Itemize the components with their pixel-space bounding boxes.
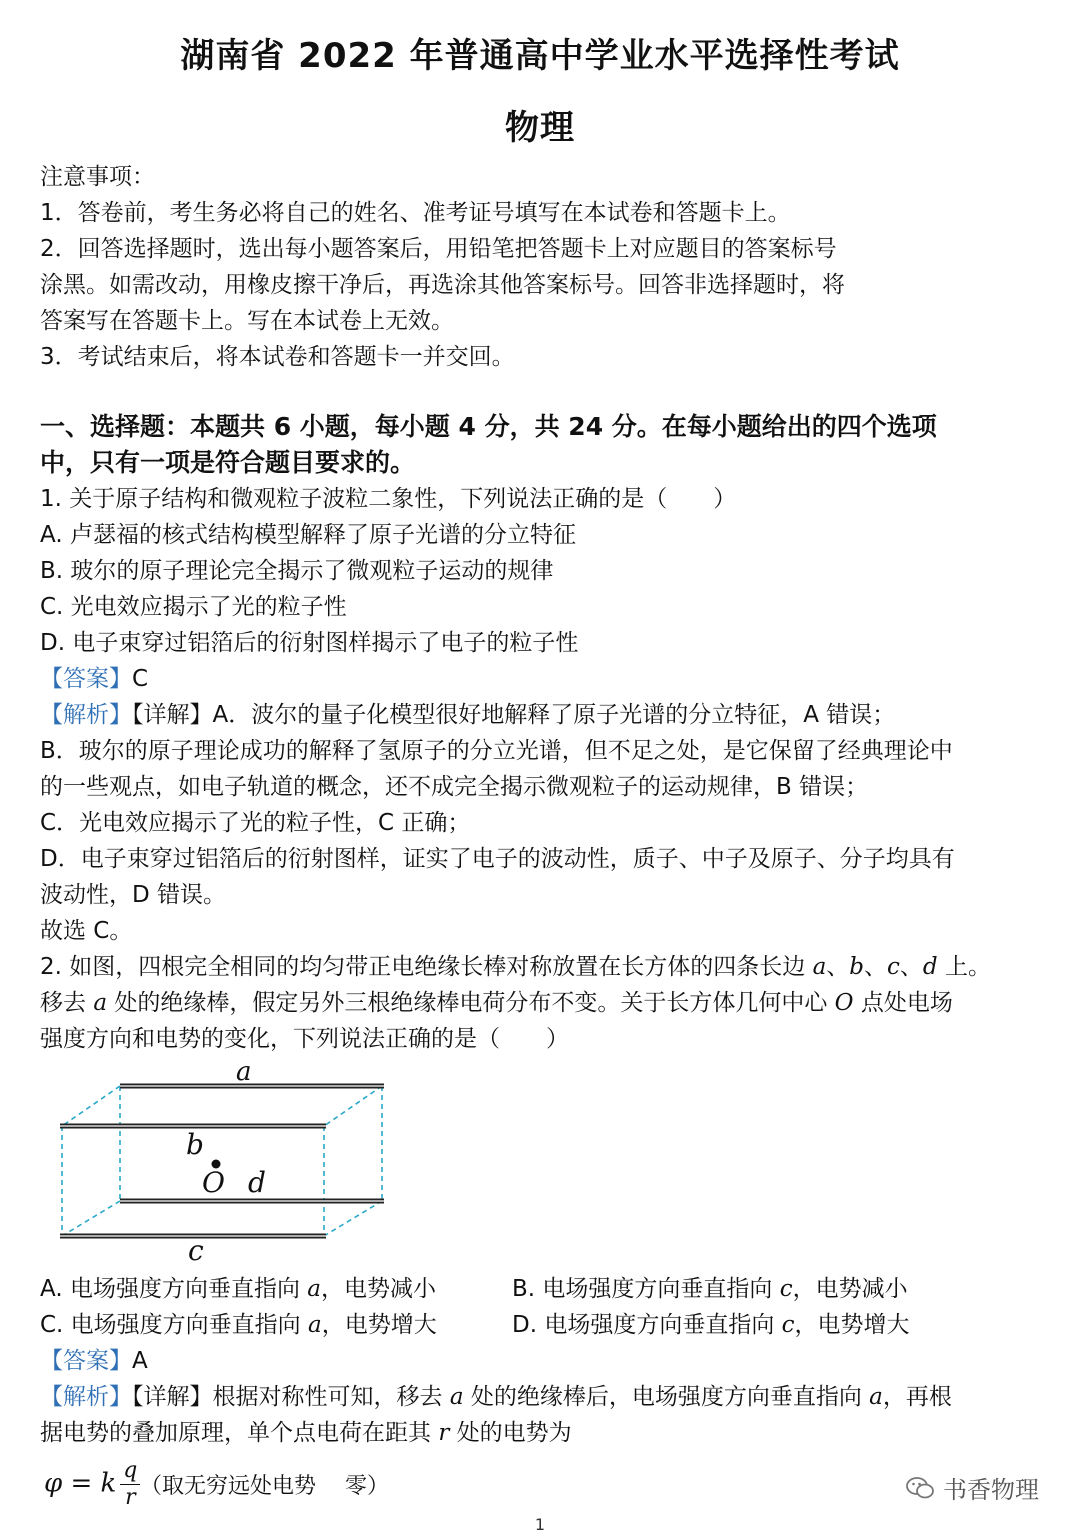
q1-analysis-line-6: 波动性，D 错误。	[40, 882, 227, 908]
section-heading-line-1: 一、选择题：本题共 6 小题，每小题 4 分，共 24 分。在每小题给出的四个选项	[40, 412, 937, 441]
var-c: c	[887, 954, 900, 980]
watermark-text: 书香物理	[943, 1476, 1039, 1504]
q1-conclusion: 故选 C。	[40, 918, 133, 944]
notice-item-2-end: 答案写在答题卡上。写在本试卷上无效。	[40, 308, 454, 334]
subject-title: 物理	[505, 108, 575, 148]
section-heading-line-2: 中，只有一项是符合题目要求的。	[40, 448, 416, 477]
dashed-edge	[62, 1086, 120, 1126]
wechat-icon	[905, 1475, 935, 1501]
page-number: 1	[534, 1515, 546, 1534]
q2-analysis-line-1: 【解析】【详解】根据对称性可知，移去 a 处的绝缘棒后，电场强度方向垂直指向 a，再根	[40, 1384, 952, 1410]
q1-analysis-tag: 【解析】	[40, 702, 132, 728]
dashed-edge	[62, 1201, 120, 1236]
q1-analysis-line-4: C．光电效应揭示了光的粒子性，C 正确；	[40, 810, 471, 836]
notice-item-3: 3．考试结束后，将本试卷和答题卡一并交回。	[40, 344, 515, 370]
q2-stem-text: 移去	[40, 990, 94, 1016]
q1-option-a: A. 卢瑟福的核式结构模型解释了原子光谱的分立特征	[40, 522, 576, 548]
dashed-edge	[324, 1086, 382, 1126]
q2-option-c: C. 电场强度方向垂直指向 a，电势增大	[40, 1312, 437, 1338]
q1-option-b: B. 玻尔的原子理论完全揭示了微观粒子运动的规律	[40, 558, 554, 584]
q2-answer: A	[132, 1348, 148, 1374]
q1-analysis-line-2: B．玻尔的原子理论成功的解释了氢原子的分立光谱，但不足之处，是它保留了经典理论中	[40, 738, 953, 764]
fraction: $\frac{q}{r}$	[120, 1458, 140, 1511]
q2-stem-line-3: 强度方向和电势的变化，下列说法正确的是（ ）	[40, 1026, 569, 1052]
dashed-edge	[324, 1201, 382, 1236]
cuboid-figure	[50, 1058, 400, 1268]
q2-analysis-tag: 【解析】	[40, 1384, 132, 1410]
q1-answer: C	[132, 666, 149, 692]
q2-option-b: B. 电场强度方向垂直指向 c，电势减小	[512, 1276, 908, 1302]
var-o: O	[834, 990, 854, 1016]
q2-stem-text: 上。	[937, 954, 991, 980]
q2-stem-line-2	[40, 986, 1040, 1020]
q1-answer-line	[40, 662, 1040, 696]
notice-item-1: 1．答卷前，考生务必将自己的姓名、准考证号填写在本试卷和答题卡上。	[40, 200, 791, 226]
q2-stem-text: 点处电场	[853, 990, 953, 1016]
formula-note: （取无穷远处电势 零）	[140, 1474, 389, 1499]
q2-stem-text: 处的绝缘棒，假定另外三根绝缘棒电荷分布不变。关于长方体几何中心	[107, 990, 835, 1016]
q1-analysis-line-5: D．电子束穿过铝箔后的衍射图样，证实了电子的波动性，质子、中子及原子、分子均具有	[40, 846, 955, 872]
var-b: b	[849, 954, 865, 980]
notice-item-2-cont: 涂黑。如需改动，用橡皮擦干净后，再选涂其他答案标号。回答非选择题时，将	[40, 272, 845, 298]
label-d: d	[248, 1166, 266, 1199]
q2-option-a: A. 电场强度方向垂直指向 a，电势减小	[40, 1276, 436, 1302]
notice-item-2: 2．回答选择题时，选出每小题答案后，用铅笔把答题卡上对应题目的答案标号	[40, 236, 837, 262]
potential-formula: φ = k $\frac{q}{r}$	[44, 1458, 140, 1511]
q2-answer-line	[40, 1344, 1040, 1378]
q1-answer-tag: 【答案】	[40, 666, 132, 692]
notice-heading: 注意事项：	[40, 164, 155, 190]
var-a: a	[812, 954, 827, 980]
q2-stem-line-1: 2. 如图，四根完全相同的均匀带正电绝缘长棒对称放置在长方体的四条长边 a、b、c、d 上。	[40, 954, 991, 980]
q1-stem: 1. 关于原子结构和微观粒子波粒二象性，下列说法正确的是（ ）	[40, 486, 737, 512]
label-o: O	[202, 1166, 225, 1199]
q1-analysis-text-1: 【详解】A．波尔的量子化模型很好地解释了原子光谱的分立特征，A 错误；	[132, 702, 896, 728]
var-a: a	[93, 990, 108, 1016]
q1-option-c: C. 光电效应揭示了光的粒子性	[40, 594, 347, 620]
label-a: a	[236, 1058, 252, 1087]
label-b: b	[186, 1128, 204, 1161]
q1-option-d: D. 电子束穿过铝箔后的衍射图样揭示了电子的粒子性	[40, 630, 579, 656]
q2-stem-text: 2. 如图，四根完全相同的均匀带正电绝缘长棒对称放置在长方体的四条长边	[40, 954, 813, 980]
var-d: d	[922, 954, 938, 980]
q2-option-d: D. 电场强度方向垂直指向 c，电势增大	[512, 1312, 910, 1338]
exam-title: 湖南省 2022 年普通高中学业水平选择性考试	[180, 36, 900, 76]
watermark	[905, 1470, 1039, 1505]
q2-analysis-line-2: 据电势的叠加原理，单个点电荷在距其 r 处的电势为	[40, 1420, 572, 1446]
q2-answer-tag: 【答案】	[40, 1348, 132, 1374]
label-c: c	[188, 1234, 204, 1267]
q1-analysis-line-1	[40, 698, 1040, 732]
q1-analysis-line-3: 的一些观点，如电子轨道的概念，还不成完全揭示微观粒子的运动规律，B 错误；	[40, 774, 869, 800]
